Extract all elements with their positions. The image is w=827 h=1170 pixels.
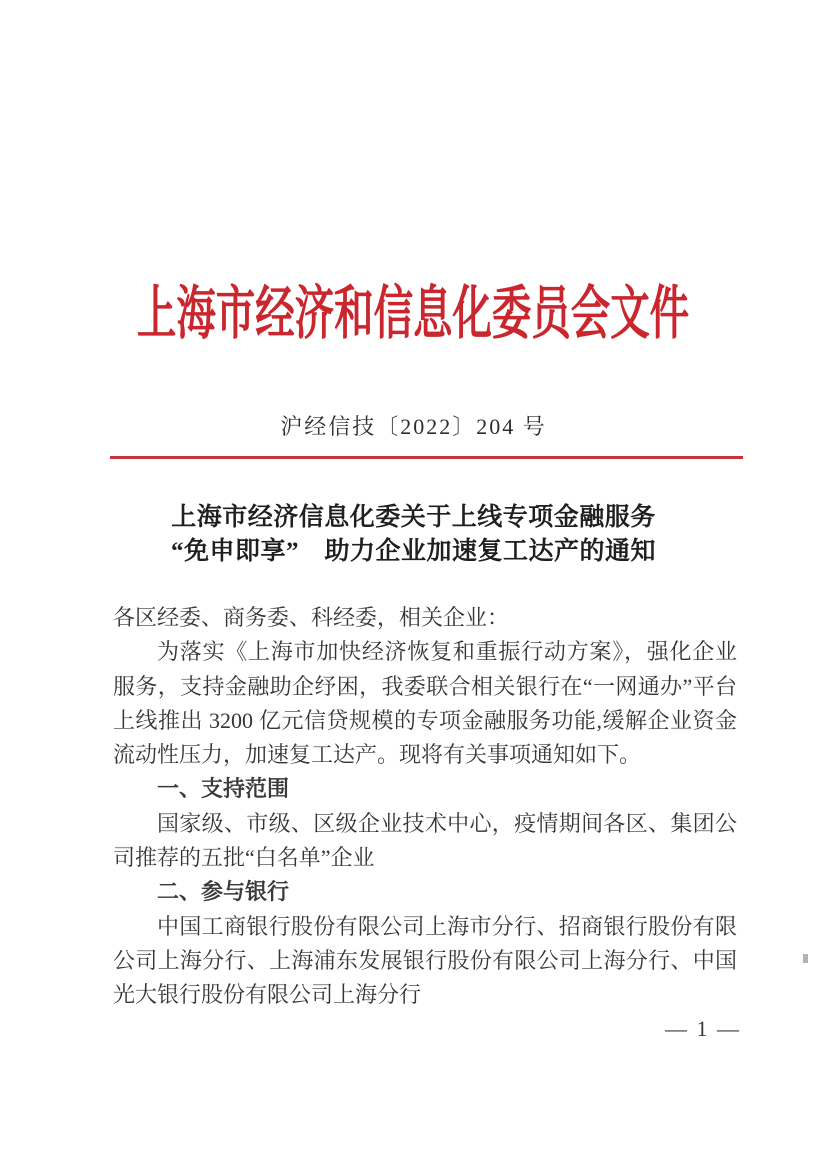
banner-title: 上海市经济和信息化委员会文件 <box>137 281 690 346</box>
doc-title-line1: 上海市经济信息化委关于上线专项金融服务 <box>171 504 656 531</box>
doc-number: 沪经信技〔2022〕204 号 <box>280 414 547 439</box>
page-number: — 1 — <box>665 1016 741 1041</box>
document-body <box>113 601 737 1013</box>
salutation: 各区经委、商务委、科经委，相关企业： <box>113 605 510 630</box>
paragraph-support-scope: 国家级、市级、区级企业技术中心，疫情期间各区、集团公司推荐的五批“白名单”企业 <box>113 810 737 871</box>
red-separator-line <box>110 456 743 459</box>
scan-artifact <box>803 954 808 963</box>
doc-title-line2: “免申即享” 助力企业加速复工达产的通知 <box>170 538 656 565</box>
doc-title <box>0 501 827 569</box>
section-heading-support-scope: 一、支持范围 <box>157 776 290 802</box>
banner <box>0 278 827 350</box>
paragraph-participating-banks: 中国工商银行股份有限公司上海市分行、招商银行股份有限公司上海分行、上海浦东发展银行股份有限公司上海分行、中国光大银行股份有限公司上海分行 <box>113 913 737 1008</box>
paragraph-intro: 为落实《上海市加快经济恢复和重振行动方案》，强化企业服务，支持金融助企纾困，我委联合相关银行在“一网通办”平台上线推出 3200 亿元信贷规模的专项金融服务功能,缓解企业资金流动性压力，加速复工达产。现将有关事项通知如下。 <box>113 639 737 768</box>
section-heading-participating-banks: 二、参与银行 <box>157 879 290 905</box>
